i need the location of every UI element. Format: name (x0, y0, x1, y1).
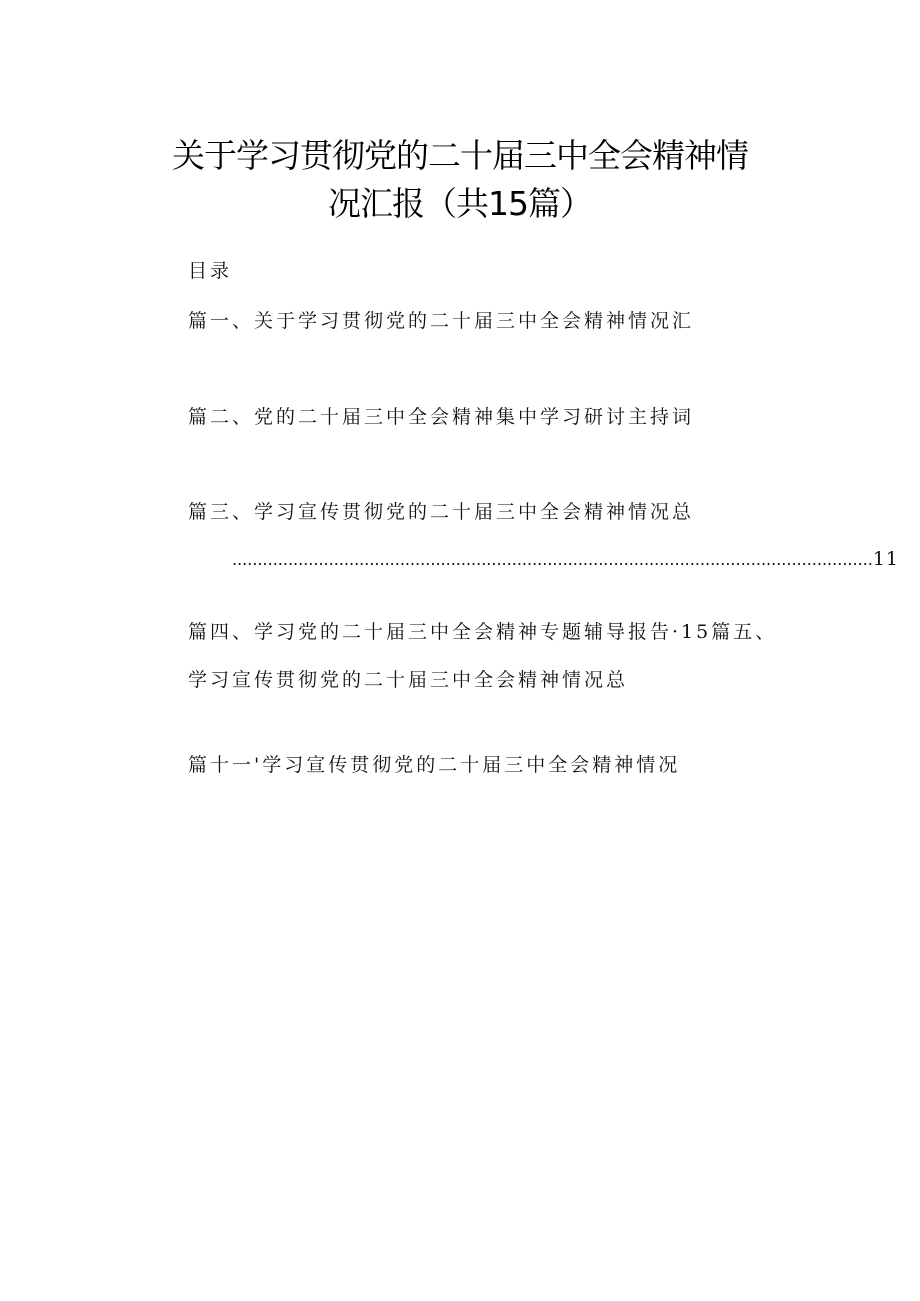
toc-page-number: 11 (872, 548, 900, 570)
toc-heading: 目录 (188, 260, 233, 282)
title-line-1: 关于学习贯彻党的二十届三中全会精神情 (172, 136, 748, 175)
toc-leader-row (232, 548, 900, 570)
toc-entry-3[interactable]: 篇三、学习宣传贯彻党的二十届三中全会精神情况总 (188, 501, 695, 523)
toc-entry-4[interactable]: 篇四、学习党的二十届三中全会精神专题辅导报告·15篇五、 (188, 621, 778, 643)
toc-entry-1[interactable]: 篇一、关于学习贯彻党的二十届三中全会精神情况汇 (188, 310, 695, 332)
toc-leader-dots: .............................................................................................................................. (232, 550, 873, 569)
toc-entry-2[interactable]: 篇二、党的二十届三中全会精神集中学习研讨主持词 (188, 406, 695, 428)
document-title (120, 132, 800, 228)
title-line-2: 况汇报（共15篇） (328, 184, 592, 223)
toc-entry-4-continuation[interactable]: 学习宣传贯彻党的二十届三中全会精神情况总 (188, 669, 629, 691)
toc-entry-11[interactable]: 篇十一'学习宣传贯彻党的二十届三中全会精神情况 (188, 754, 681, 776)
